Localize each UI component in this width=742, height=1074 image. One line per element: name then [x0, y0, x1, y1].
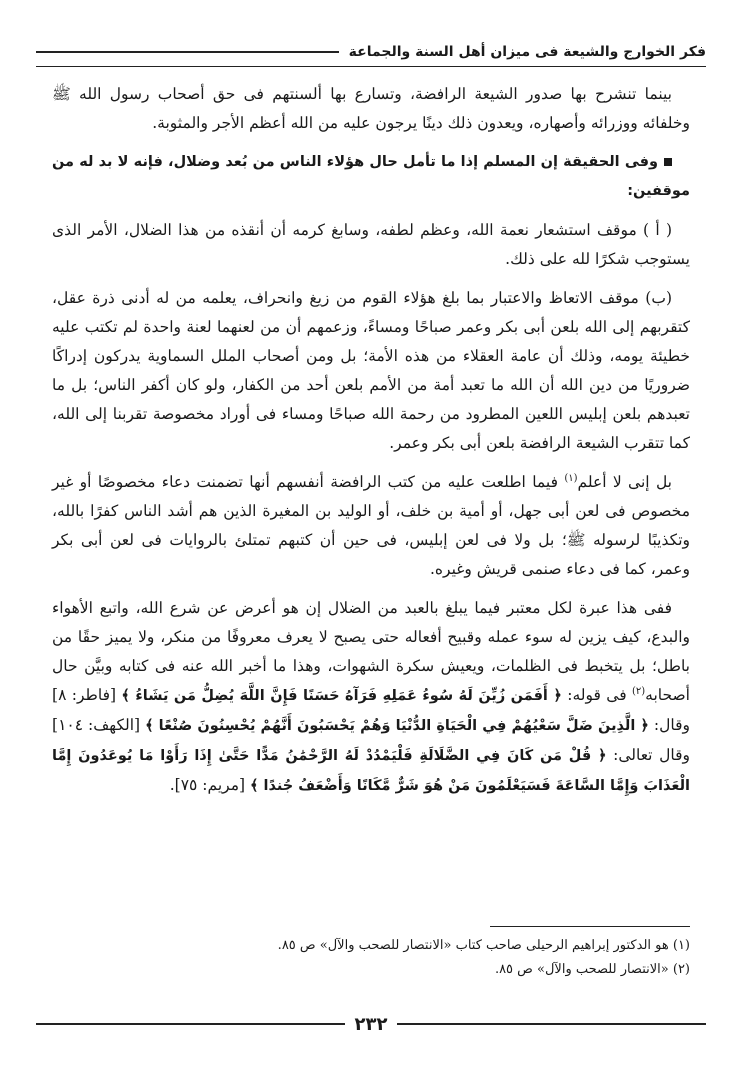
paragraph-5-text-a: بل إنى لا أعلم: [577, 473, 672, 491]
footnotes: [52, 934, 690, 982]
running-header-rule: [36, 51, 339, 53]
paragraph-6-text-b: فى قوله:: [561, 686, 632, 704]
paragraph-3: ( أ ) موقف استشعار نعمة الله، وعظم لطفه، وسابغ كرمه أن أنقذه من هذا الضلال، الأمر الذى يستوجب شكرًا لله على ذلك.: [52, 221, 690, 268]
paragraph-2: [52, 148, 690, 206]
header-divider: [36, 66, 706, 67]
footnote-ref-1: (١): [564, 472, 578, 484]
paragraph-1: بينما تنشرح بها صدور الشيعة الرافضة، وتسارع بها ألسنتهم فى حق أصحاب رسول الله ﷺ وخلفائه ووزرائه وأصهاره، ويعدون ذلك دينًا يرجون عليه من الله أعظم الأجر والمثوبة.: [52, 85, 690, 132]
paragraph-6: [52, 594, 690, 801]
paragraph-4: (ب) موقف الاتعاظ والاعتبار بما بلغ هؤلاء القوم من زيغ وانحراف، يعلمه من له أدنى ذرة عقل، كتقربهم إلى الله بلعن أبى بكر وعمر صباحًا ومساءً، وزعمهم أن من لعنهما لعنة واحدة لم تكتب عليه خطيئة يومه، وذلك أن عامة العقلاء من هذه الأمة؛ بل ومن أصحاب الملل السماوية يدركون إدراكًا ضروريًا من دين الله أن الله ما تعبد أمة من الأمم بلعن أحد من الكفار، ولو كان أكفر الناس؛ بل ما تعبدهم بلعن إبليس اللعين المطرود من رحمة الله صباحًا ومساء فى أوراد مخصوصة تقربنا إلى الله، كما تتقرب الشيعة الرافضة بلعن أبى بكر وعمر.: [52, 289, 690, 452]
paragraph-5: [52, 468, 690, 584]
paragraph-6-text-a: ففى هذا عبرة لكل معتبر فيما يبلغ بالعبد من الضلال إن هو أعرض عن شرع الله، واتبع الأهواء والبدع، كيف يزين له سوء عمله وقبيح أفعاله حتى يصبح لا يعرف معروفًا من منكر، ولا يميز حقًا من باطل؛ بل يتخبط فى الظلمات، ويعيش سكرة الشهوات، وهذا ما أخبر الله عنه فى كتابه وبيَّن حال أصحابه: [52, 599, 690, 704]
verse-ref-1: [فاطر: ٨] وقال:: [52, 686, 690, 734]
verse-ref-2: [الكهف: ١٠٤] وقال تعالى:: [52, 716, 690, 764]
footnote-divider: [490, 926, 690, 927]
footnote-2: (٢) «الانتصار للصحب والآل» ص ٨٥.: [494, 962, 690, 977]
quran-verse-1: ﴿ أَفَمَن زُيِّنَ لَهُ سُوءُ عَمَلِهِ فَرَآهُ حَسَنًا فَإِنَّ اللَّهَ يُضِلُّ مَن يَشَاءُ ﴾: [121, 688, 562, 704]
paragraph-2-text: وفى الحقيقة إن المسلم إذا ما تأمل حال هؤلاء الناس من بُعد وضلال، فإنه لا بد له من موقفين:: [52, 154, 690, 199]
footnote-ref-2: (٢): [631, 685, 646, 697]
page-footer: [36, 1012, 706, 1036]
page-number: ٢٣٢: [354, 1013, 388, 1035]
square-bullet-icon: [664, 158, 672, 166]
page-body: [52, 80, 690, 811]
quran-verse-3: ﴿ قُلْ مَن كَانَ فِي الضَّلَالَةِ فَلْيَمْدُدْ لَهُ الرَّحْمَٰنُ مَدًّا حَتَّىٰ إِذَا رَأَوْا مَا يُوعَدُونَ إِمَّا الْعَذَابَ وَإِمَّا السَّاعَةَ فَسَيَعْلَمُونَ مَنْ هُوَ شَرٌّ مَّكَانًا وَأَضْعَفُ جُندًا ﴾: [52, 748, 690, 794]
running-header-title: فكر الخوارج والشيعة فى ميزان أهل السنة والجماعة: [348, 44, 706, 60]
footnote-1: (١) هو الدكتور إبراهيم الرحيلى صاحب كتاب «الانتصار للصحب والآل» ص ٨٥.: [277, 938, 690, 953]
verse-ref-3: [مريم: ٧٥].: [169, 776, 250, 794]
running-header: [36, 40, 706, 64]
quran-verse-2: ﴿ الَّذِينَ ضَلَّ سَعْيُهُمْ فِي الْحَيَاةِ الدُّنْيَا وَهُمْ يَحْسَبُونَ أَنَّهُمْ يُحْسِنُونَ صُنْعًا ﴾: [145, 718, 649, 734]
footer-rule-left: [36, 1023, 345, 1025]
footer-rule-right: [397, 1023, 706, 1025]
paragraph-5-text-b: فيما اطلعت عليه من كتب الرافضة أنفسهم أنها تضمنت دعاء مخصوصًا أو غير مخصوص فى لعن أبى جهل، أو أمية بن خلف، أو الوليد بن المغيرة الذين هم أشد الناس كفرًا بالله، وتكذيبًا لرسوله ﷺ؛ بل ولا فى لعن إبليس، فى حين أن كتبهم تمتلئ بالروايات فى لعن أبى بكر وعمر، كما فى دعاء صنمى قريش وغيره.: [52, 473, 690, 578]
